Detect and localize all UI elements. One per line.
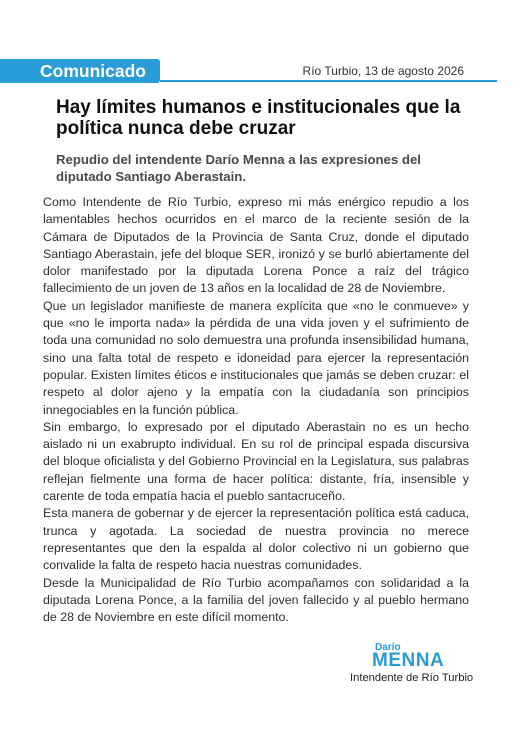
document-subtitle: Repudio del intendente Darío Menna a las expresiones del diputado Santiago Aberastain. — [56, 152, 421, 184]
header-label: Comunicado — [40, 61, 146, 81]
header-tab — [0, 59, 160, 83]
signature-role: Intendente de Río Turbio — [350, 672, 474, 684]
header-rule — [160, 80, 497, 82]
signature-last-name: MENNA — [372, 650, 445, 671]
document-title: Hay límites humanos e institucionales que la política nunca debe cruzar — [56, 97, 461, 139]
body-paragraph: Esta manera de gobernar y de ejercer la representación política está caduca, trunca y agotada. La sociedad de nuestra provincia no merece representantes que den la espalda al dolor colectivo ni un gobierno que convalide la falta de respeto hacia nuestras comunidades. — [43, 506, 469, 573]
signature-first-name: Darío — [375, 642, 401, 653]
body-paragraph: Sin embargo, lo expresado por el diputado Aberastain no es un hecho aislado ni un exabrupto individual. En su rol de principal espada discursiva del bloque oficialista y del Gobierno Provincial en la Legislatura, sus palabras reflejan fielmente una forma de hacer política: distante, fría, insensible y carente de toda empatía hacia el pueblo santacruceño. — [43, 419, 469, 504]
signature-block — [350, 642, 480, 687]
body-paragraph: Como Intendente de Río Turbio, expreso mi más enérgico repudio a los lamentables hechos ocurridos en el marco de la reciente sesión de la Cámara de Diputados de la Provincia de Santa Cruz, donde el diputado Santiago Aberastain, jefe del bloque SER, ironizó y se burló abiertamente del dolor manifestado por la diputada Lorena Ponce a raíz del trágico fallecimiento de un joven de 13 años en la localidad de 28 de Noviembre. — [43, 195, 469, 296]
body-paragraph: Desde la Municipalidad de Río Turbio acompañamos con solidaridad a la diputada Lorena Ponce, a la familia del joven fallecido y al pueblo hermano de 28 de Noviembre en este difícil momento. — [43, 575, 469, 625]
document-body — [43, 194, 469, 626]
body-paragraph: Que un legislador manifieste de manera explícita que «no le conmueve» y que «no le importa nada» la pérdida de una vida joven y el sufrimiento de toda una comunidad no solo demuestra una profunda insensibilidad humana, sino una falta total de respeto e idoneidad para ejercer la representación popular. Existen límites éticos e institucionales que jamás se deben cruzar: el respeto al dolor ajeno y la empatía con la ciudadanía son principios innegociables en la función pública. — [43, 298, 469, 417]
header-bar — [0, 59, 530, 85]
header-date: Río Turbio, 13 de agosto 2026 — [302, 64, 464, 78]
